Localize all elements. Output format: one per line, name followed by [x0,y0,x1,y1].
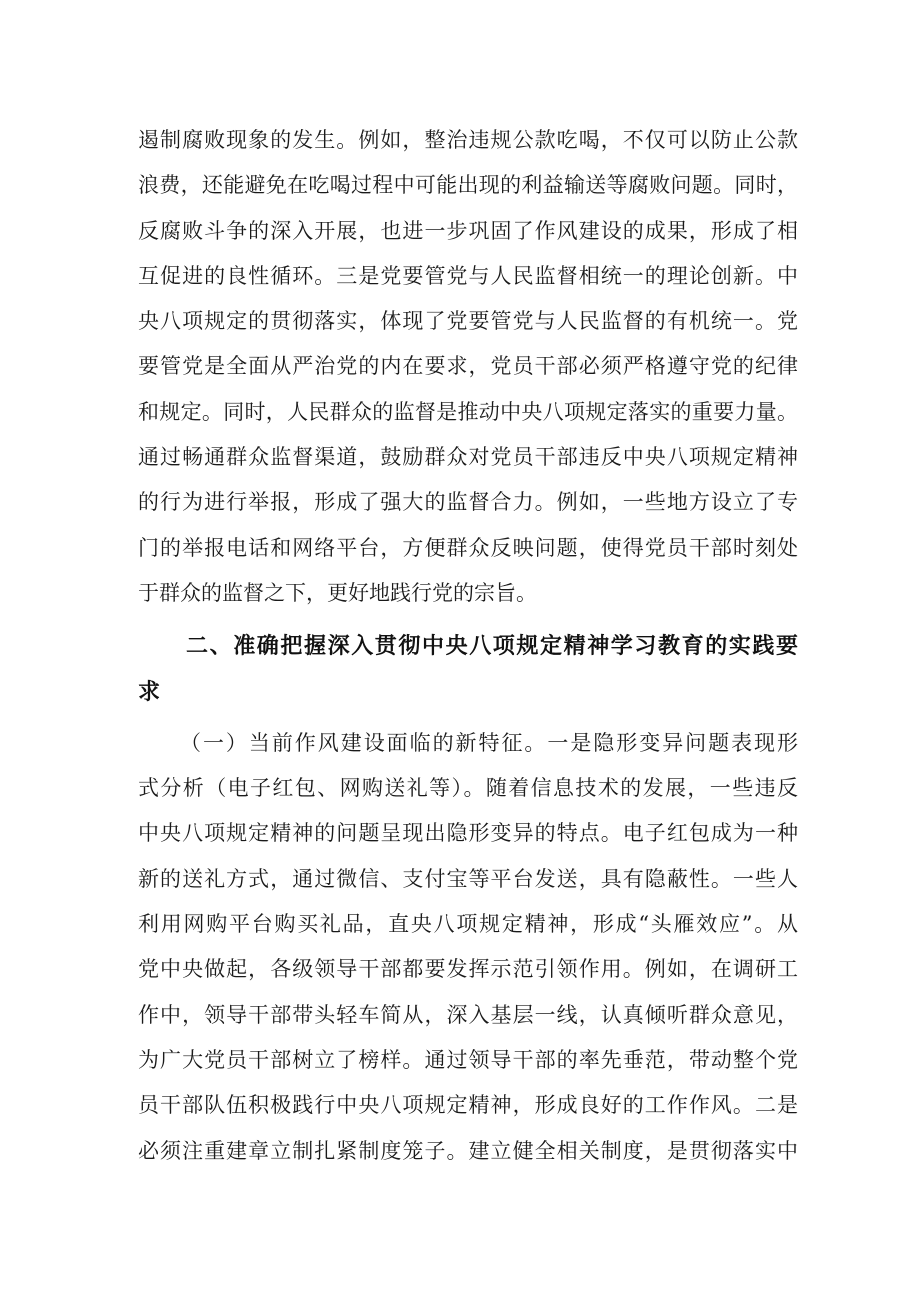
paragraph-2 [138,721,798,1174]
text-line: （一）当前作风建设面临的新特征。一是隐形变异问题表现形 [180,730,798,755]
text-line: 利用网购平台购买礼品，直央八项规定精神，形成“头雁效应”。从 [138,912,798,937]
text-line: 新的送礼方式，通过微信、支付宝等平台发送，具有隐蔽性。一些人 [138,866,798,891]
text-line: 要管党是全面从严治党的内在要求，党员干部必须严格遵守党的纪律 [138,354,798,379]
text-line: 遏制腐败现象的发生。例如，整治违规公款吃喝，不仅可以防止公款 [138,128,798,152]
text-line: 门的举报电话和网络平台，方便群众反映问题，使得党员干部时刻处 [138,535,798,560]
text-line: 作中，领导干部带头轻车简从，深入基层一线，认真倾听群众意见， [138,1002,798,1027]
document-body [138,118,798,1174]
text-line: 的行为进行举报，形成了强大的监督合力。例如，一些地方设立了专 [138,490,798,515]
text-line: 于群众的监督之下，更好地践行党的宗旨。 [138,580,537,605]
text-line: 央八项规定的贯彻落实，体现了党要管党与人民监督的有机统一。党 [138,309,798,334]
text-line: 浪费，还能避免在吃喝过程中可能出现的利益输送等腐败问题。同时， [138,173,798,198]
section-heading-line: 二、准确把握深入贯彻中央八项规定精神学习教育的实践要 [186,634,798,660]
text-line: 员干部队伍积极践行中央八项规定精神，形成良好的工作作风。二是 [138,1093,798,1118]
text-line: 中央八项规定精神的问题呈现出隐形变异的特点。电子红包成为一种 [138,821,798,846]
text-line: 通过畅通群众监督渠道，鼓励群众对党员干部违反中央八项规定精神 [138,445,798,470]
text-line: 必须注重建章立制扎紧制度笼子。建立健全相关制度，是贯彻落实中 [138,1138,798,1163]
section-heading [138,624,798,715]
section-heading-line: 求 [138,679,161,705]
text-line: 为广大党员干部树立了榜样。通过领导干部的率先垂范，带动整个党 [138,1047,798,1072]
text-line: 式分析（电子红包、网购送礼等）。随着信息技术的发展，一些违反 [138,776,798,801]
paragraph-1 [138,118,798,616]
text-line: 党中央做起，各级领导干部都要发挥示范引领作用。例如，在调研工 [138,957,798,982]
text-line: 反腐败斗争的深入开展，也进一步巩固了作风建设的成果，形成了相 [138,218,798,243]
text-line: 和规定。同时，人民群众的监督是推动中央八项规定落实的重要力量。 [138,399,798,424]
text-line: 互促进的良性循环。三是党要管党与人民监督相统一的理论创新。中 [138,263,798,288]
